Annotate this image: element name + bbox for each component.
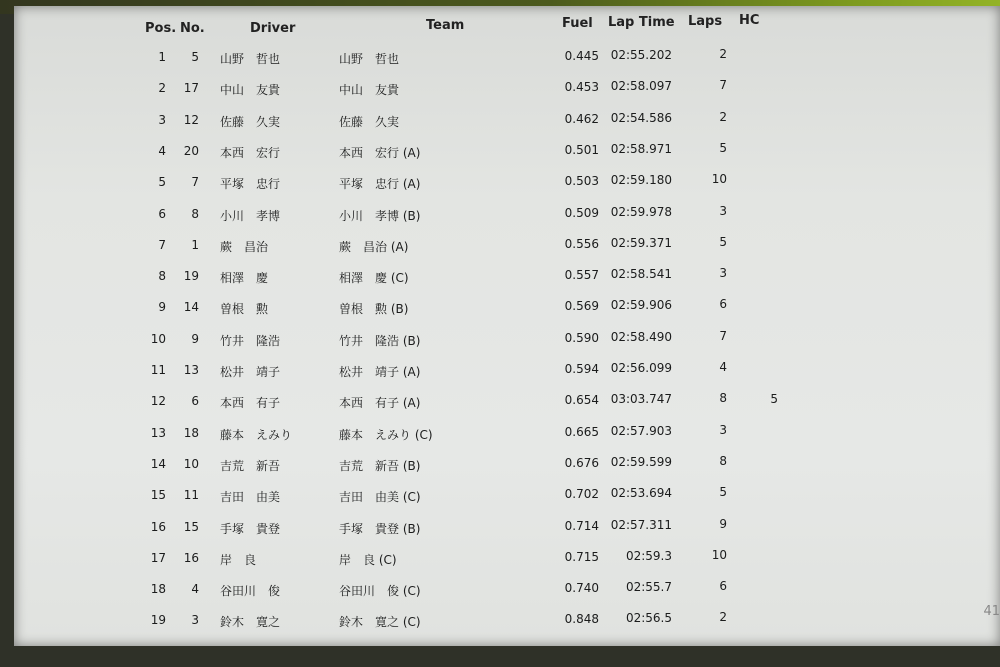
cell-no: 3 [191, 613, 199, 628]
table-row [14, 422, 1000, 457]
cell-fuel: 0.569 [564, 299, 599, 314]
cell-lap-time: 02:59.3 [625, 548, 672, 563]
cell-hc: 5 [770, 392, 778, 407]
cell-driver: 本西 宏行 [220, 145, 281, 160]
header-fuel: Fuel [562, 16, 593, 31]
cell-team: 手塚 貴登 (B) [339, 521, 421, 536]
cell-laps: 10 [711, 547, 727, 562]
cell-driver: 本西 有子 [220, 396, 281, 411]
cell-laps: 2 [719, 610, 727, 625]
cell-team: 吉荒 新吾 (B) [339, 458, 421, 473]
cell-pos: 10 [150, 331, 166, 346]
table-row [14, 391, 1000, 425]
cell-no: 7 [191, 175, 199, 190]
cell-laps: 6 [719, 579, 727, 594]
cell-no: 12 [183, 112, 199, 127]
cell-no: 10 [183, 456, 199, 471]
cell-fuel: 0.503 [564, 174, 599, 189]
cell-no: 15 [183, 519, 199, 534]
cell-team: 吉田 由美 (C) [339, 490, 421, 505]
cell-pos: 9 [158, 300, 166, 315]
cell-driver: 手塚 貴登 [220, 521, 281, 536]
cell-no: 6 [191, 394, 199, 409]
cell-fuel: 0.714 [564, 518, 599, 533]
cell-pos: 13 [150, 425, 166, 440]
cell-lap-time: 02:59.180 [610, 173, 672, 188]
cell-team: 中山 友貴 [339, 83, 400, 98]
cell-driver: 岸 良 [220, 552, 257, 567]
cell-team: 本西 宏行 (A) [339, 145, 421, 160]
table-row [14, 579, 1000, 613]
cell-lap-time: 02:56.5 [625, 611, 672, 626]
cell-no: 4 [191, 582, 199, 597]
cell-lap-time: 02:59.906 [610, 298, 672, 313]
cell-pos: 15 [150, 488, 166, 503]
cell-no: 16 [183, 550, 199, 565]
cell-driver: 谷田川 俊 [220, 584, 281, 599]
cell-no: 20 [183, 143, 199, 158]
cell-team: 平塚 忠行 (A) [339, 177, 421, 192]
cell-driver: 藤本 えみり [220, 427, 293, 442]
table-row [14, 485, 1000, 519]
cell-pos: 2 [158, 81, 166, 96]
table-row [14, 234, 1000, 269]
cell-laps: 3 [719, 203, 727, 218]
cell-no: 14 [183, 300, 199, 315]
cell-team: 小川 孝博 (B) [339, 208, 421, 223]
cell-team: 相澤 慶 (C) [339, 271, 409, 286]
cell-fuel: 0.654 [564, 393, 599, 408]
cell-fuel: 0.509 [564, 205, 599, 220]
table-row [14, 453, 1000, 488]
header-team: Team [426, 18, 465, 33]
cell-no: 19 [183, 269, 199, 284]
cell-driver: 相澤 慶 [220, 271, 269, 286]
table-row [14, 203, 1000, 238]
table-row [14, 360, 1000, 394]
cell-no: 9 [191, 331, 199, 346]
table-row [14, 328, 1000, 363]
cell-pos: 18 [150, 582, 166, 597]
cell-pos: 8 [158, 269, 166, 284]
cell-lap-time: 02:53.694 [610, 486, 672, 501]
cell-pos: 17 [150, 550, 166, 565]
projection-screen [14, 6, 1000, 646]
header-hc: HC [739, 13, 760, 28]
cell-fuel: 0.715 [564, 549, 599, 564]
cell-driver: 小川 孝博 [220, 208, 281, 223]
cell-laps: 3 [719, 422, 727, 437]
table-row [14, 297, 1000, 331]
cell-team: 山野 哲也 [339, 52, 400, 66]
cell-no: 8 [191, 206, 199, 221]
cell-driver: 竹井 隆浩 [220, 333, 281, 348]
cell-laps: 3 [719, 266, 727, 281]
cell-pos: 11 [150, 363, 166, 377]
cell-fuel: 0.445 [564, 49, 599, 63]
cell-no: 5 [191, 50, 199, 64]
cell-team: 岸 良 (C) [339, 552, 397, 567]
cell-lap-time: 03:03.747 [610, 392, 672, 407]
cell-pos: 3 [158, 112, 166, 127]
cell-lap-time: 02:59.978 [610, 204, 672, 219]
header-driver: Driver [250, 21, 296, 36]
table-row [14, 47, 1000, 81]
cell-pos: 5 [158, 175, 166, 190]
cell-pos: 14 [150, 456, 166, 471]
header-laps: Laps [688, 14, 723, 29]
cell-pos: 4 [158, 143, 166, 158]
header-no: No. [180, 21, 205, 36]
cell-pos: 1 [158, 50, 166, 64]
table-row [14, 266, 1000, 300]
cell-team: 蕨 昌治 (A) [339, 239, 409, 254]
cell-laps: 5 [719, 234, 727, 249]
cell-fuel: 0.848 [564, 612, 599, 627]
cell-fuel: 0.740 [564, 581, 599, 596]
cell-laps: 5 [719, 485, 727, 500]
cell-lap-time: 02:54.586 [610, 110, 672, 125]
cell-lap-time: 02:59.371 [610, 235, 672, 250]
cell-no: 18 [183, 425, 199, 440]
cell-fuel: 0.594 [564, 362, 599, 376]
cell-team: 鈴木 寛之 (C) [339, 615, 421, 630]
cell-fuel: 0.453 [564, 80, 599, 95]
cell-team: 藤本 えみり (C) [339, 427, 433, 442]
cell-fuel: 0.676 [564, 455, 599, 470]
cell-lap-time: 02:58.541 [610, 267, 672, 282]
cell-no: 17 [183, 81, 199, 96]
cell-fuel: 0.702 [564, 487, 599, 502]
cell-team: 竹井 隆浩 (B) [339, 333, 421, 348]
cell-fuel: 0.501 [564, 142, 599, 157]
cell-team: 本西 有子 (A) [339, 396, 421, 411]
cell-lap-time: 02:58.097 [610, 79, 672, 94]
cell-team: 佐藤 久実 [339, 114, 400, 129]
cell-laps: 2 [719, 109, 727, 124]
cell-no: 1 [191, 237, 199, 252]
cell-fuel: 0.557 [564, 268, 599, 283]
cell-fuel: 0.665 [564, 424, 599, 439]
cell-driver: 吉荒 新吾 [220, 458, 281, 473]
cell-pos: 19 [150, 613, 166, 628]
cell-no: 11 [183, 488, 199, 503]
cell-laps: 6 [719, 297, 727, 312]
cell-driver: 中山 友貴 [220, 83, 281, 98]
table-row [14, 109, 1000, 144]
cell-team: 谷田川 俊 (C) [339, 584, 421, 599]
cell-laps: 7 [719, 328, 727, 343]
page-number: 41 [983, 604, 1000, 619]
cell-laps: 8 [719, 391, 727, 406]
table-row [14, 516, 1000, 551]
header-pos: Pos. [145, 21, 177, 36]
cell-lap-time: 02:58.971 [610, 141, 672, 156]
cell-driver: 蕨 昌治 [220, 239, 269, 254]
cell-driver: 鈴木 寛之 [220, 615, 281, 630]
cell-no: 13 [183, 363, 199, 377]
cell-lap-time: 02:57.903 [610, 423, 672, 438]
cell-laps: 9 [719, 516, 727, 531]
cell-fuel: 0.556 [564, 236, 599, 251]
cell-fuel: 0.590 [564, 330, 599, 345]
table-row [14, 78, 1000, 112]
cell-pos: 16 [150, 519, 166, 534]
header-lap-time: Lap Time [608, 15, 675, 30]
cell-laps: 4 [719, 360, 727, 374]
cell-laps: 5 [719, 140, 727, 155]
cell-lap-time: 02:57.311 [610, 517, 672, 532]
cell-laps: 10 [711, 172, 727, 187]
cell-lap-time: 02:58.490 [610, 329, 672, 344]
cell-fuel: 0.462 [564, 111, 599, 126]
cell-driver: 山野 哲也 [220, 52, 281, 66]
cell-lap-time: 02:56.099 [610, 361, 672, 375]
cell-team: 曽根 勲 (B) [339, 302, 409, 317]
cell-team: 松井 靖子 (A) [339, 365, 421, 379]
cell-pos: 12 [150, 394, 166, 409]
cell-driver: 平塚 忠行 [220, 177, 281, 192]
cell-lap-time: 02:59.599 [610, 454, 672, 469]
cell-pos: 7 [158, 237, 166, 252]
cell-laps: 8 [719, 453, 727, 468]
cell-driver: 松井 靖子 [220, 365, 281, 379]
table-row [14, 172, 1000, 206]
cell-laps: 7 [719, 78, 727, 93]
table-row [14, 547, 1000, 582]
cell-driver: 佐藤 久実 [220, 114, 281, 129]
cell-driver: 吉田 由美 [220, 490, 281, 505]
cell-laps: 2 [719, 47, 727, 61]
table-row [14, 140, 1000, 175]
cell-driver: 曽根 勲 [220, 302, 269, 317]
cell-lap-time: 02:55.202 [610, 48, 672, 62]
cell-lap-time: 02:55.7 [625, 580, 672, 595]
cell-pos: 6 [158, 206, 166, 221]
